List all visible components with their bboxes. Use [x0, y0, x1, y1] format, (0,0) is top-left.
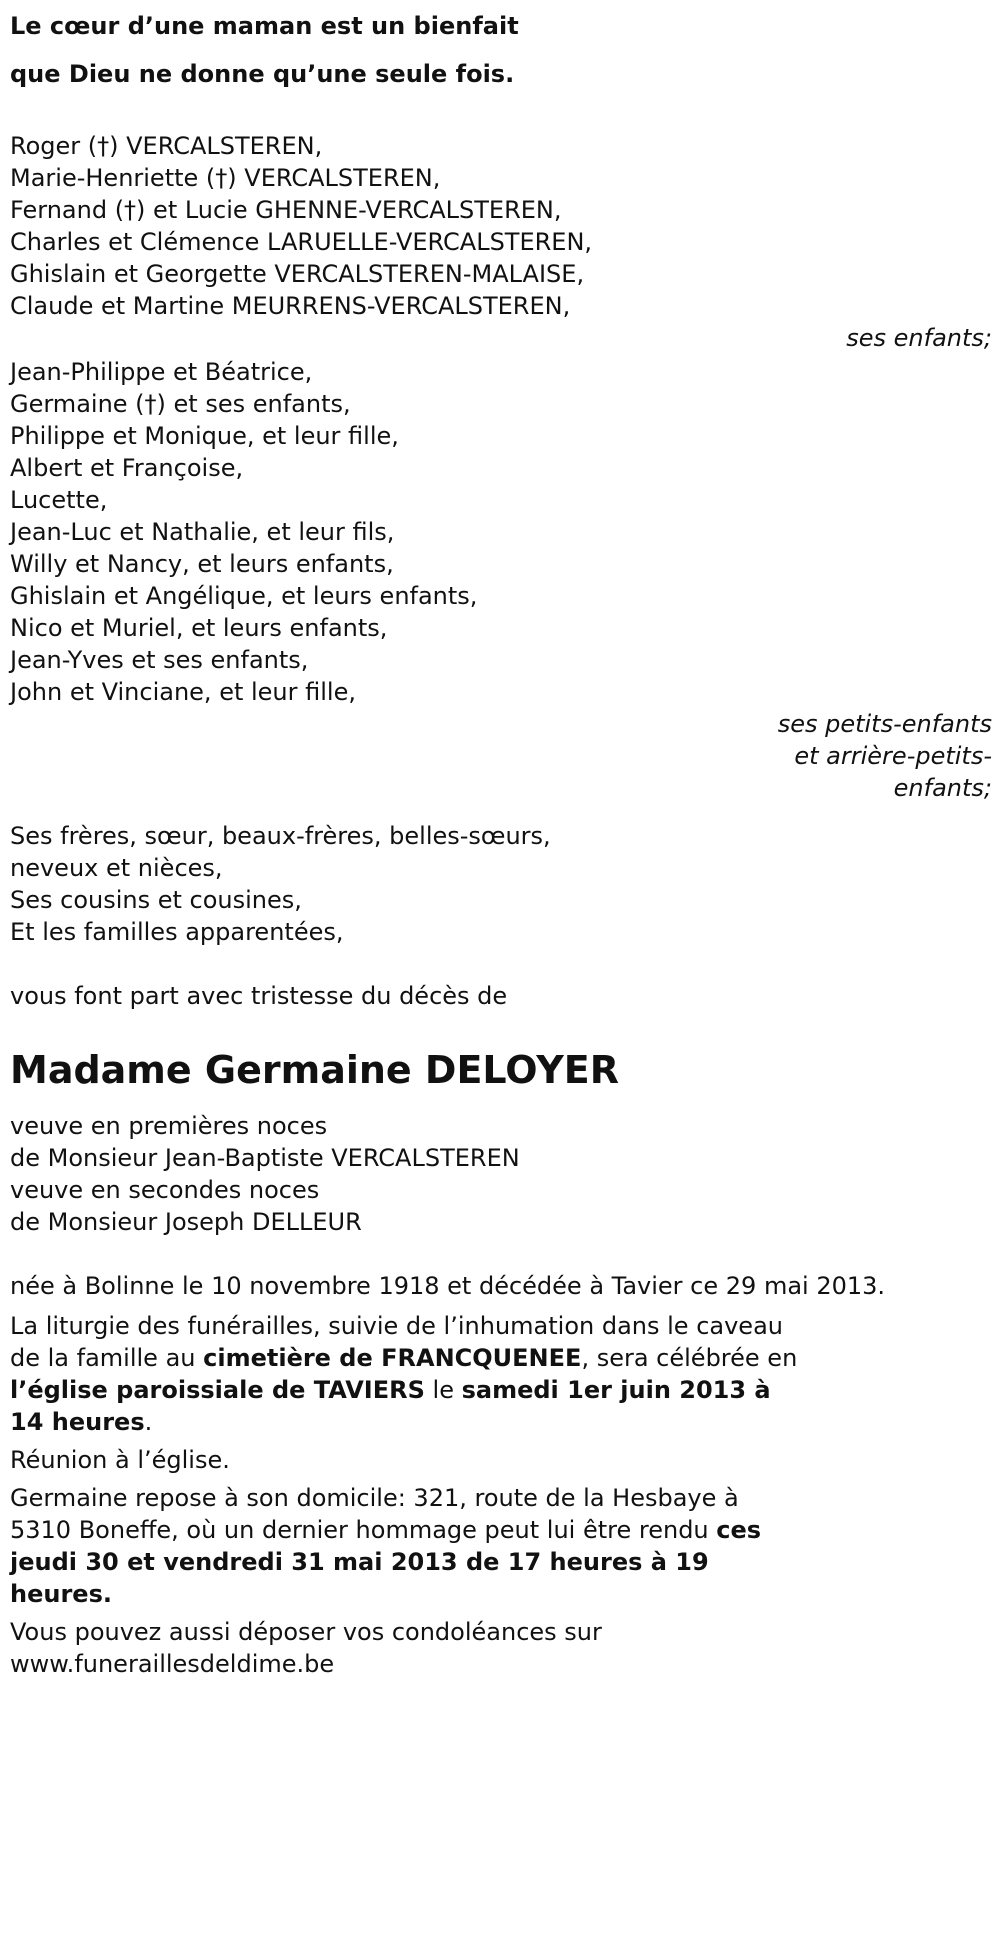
- family-member: Ghislain et Georgette VERCALSTEREN-MALAISE,: [10, 260, 585, 288]
- family-member: Jean-Yves et ses enfants,: [10, 646, 309, 674]
- family-member: Lucette,: [10, 486, 108, 514]
- visiting-hours: ces jeudi 30 et vendredi 31 mai 2013 de 17 heures à 19 heures.: [10, 1516, 762, 1608]
- family-member: Germaine (†) et ses enfants,: [10, 390, 351, 418]
- family-member: Willy et Nancy, et leurs enfants,: [10, 550, 394, 578]
- family-member: Ghislain et Angélique, et leurs enfants,: [10, 582, 478, 610]
- epigraph-line: que Dieu ne donne qu’une seule fois.: [10, 60, 515, 88]
- funeral-details: [10, 1310, 800, 1438]
- relatives-list: [10, 820, 990, 948]
- funeral-date: samedi 1er juin 2013 à 14 heures: [10, 1376, 771, 1436]
- epigraph: [10, 0, 990, 98]
- relatives-line: neveux et nièces,: [10, 854, 223, 882]
- announcement: vous font part avec tristesse du décès de: [10, 982, 508, 1010]
- role-line: ses petits-enfants: [777, 710, 992, 738]
- family-member: Jean-Luc et Nathalie, et leur fils,: [10, 518, 395, 546]
- deceased-name: Madame Germaine DELOYER: [10, 1048, 619, 1092]
- repose-text: Germaine repose à son domicile: 321, route de la Hesbaye à 5310 Boneffe, où un dernier hommage peut lui être rendu: [10, 1484, 739, 1544]
- meeting-note: Réunion à l’église.: [10, 1446, 230, 1474]
- relatives-line: Ses frères, sœur, beaux-frères, belles-sœurs,: [10, 822, 551, 850]
- condolences-link[interactable]: www.funeraillesdeldime.be: [10, 1650, 335, 1678]
- family-member: Claude et Martine MEURRENS-VERCALSTEREN,: [10, 292, 571, 320]
- marriage-line: de Monsieur Joseph DELLEUR: [10, 1208, 362, 1236]
- church-name: l’église paroissiale de TAVIERS: [10, 1376, 425, 1404]
- repose-details: [10, 1482, 800, 1610]
- marriage-line: veuve en premières noces: [10, 1112, 328, 1140]
- condolences-text: Vous pouvez aussi déposer vos condoléances sur: [10, 1618, 602, 1646]
- family-member: Albert et Françoise,: [10, 454, 244, 482]
- funeral-text: le: [424, 1376, 462, 1404]
- relatives-line: Ses cousins et cousines,: [10, 886, 302, 914]
- family-member: Charles et Clémence LARUELLE-VERCALSTEREN,: [10, 228, 593, 256]
- obituary-notice: [10, 0, 990, 1680]
- condolences: [10, 1616, 990, 1680]
- grandchildren-list: [10, 356, 990, 708]
- grandchildren-role: [10, 708, 992, 804]
- funeral-text: , sera célébrée en: [581, 1344, 798, 1372]
- role-line: enfants;: [893, 774, 992, 802]
- birth-death: née à Bolinne le 10 novembre 1918 et décédée à Tavier ce 29 mai 2013.: [10, 1272, 886, 1300]
- funeral-text: La liturgie des funérailles, suivie de l’inhumation dans le caveau de la famille au: [10, 1312, 783, 1372]
- family-member: John et Vinciane, et leur fille,: [10, 678, 356, 706]
- family-member: Roger (†) VERCALSTEREN,: [10, 132, 323, 160]
- epigraph-line: Le cœur d’une maman est un bienfait: [10, 12, 519, 40]
- family-member: Nico et Muriel, et leurs enfants,: [10, 614, 388, 642]
- children-role: ses enfants;: [846, 324, 992, 352]
- relatives-line: Et les familles apparentées,: [10, 918, 344, 946]
- role-line: et arrière-petits-: [794, 742, 992, 770]
- marriage-line: de Monsieur Jean-Baptiste VERCALSTEREN: [10, 1144, 520, 1172]
- family-member: Jean-Philippe et Béatrice,: [10, 358, 313, 386]
- children-list: [10, 130, 990, 322]
- family-member: Philippe et Monique, et leur fille,: [10, 422, 399, 450]
- marriage-line: veuve en secondes noces: [10, 1176, 320, 1204]
- family-member: Marie-Henriette (†) VERCALSTEREN,: [10, 164, 441, 192]
- cemetery-name: cimetière de FRANCQUENEE: [203, 1344, 582, 1372]
- funeral-text: .: [144, 1408, 153, 1436]
- marriages: [10, 1110, 990, 1238]
- family-member: Fernand (†) et Lucie GHENNE-VERCALSTEREN,: [10, 196, 562, 224]
